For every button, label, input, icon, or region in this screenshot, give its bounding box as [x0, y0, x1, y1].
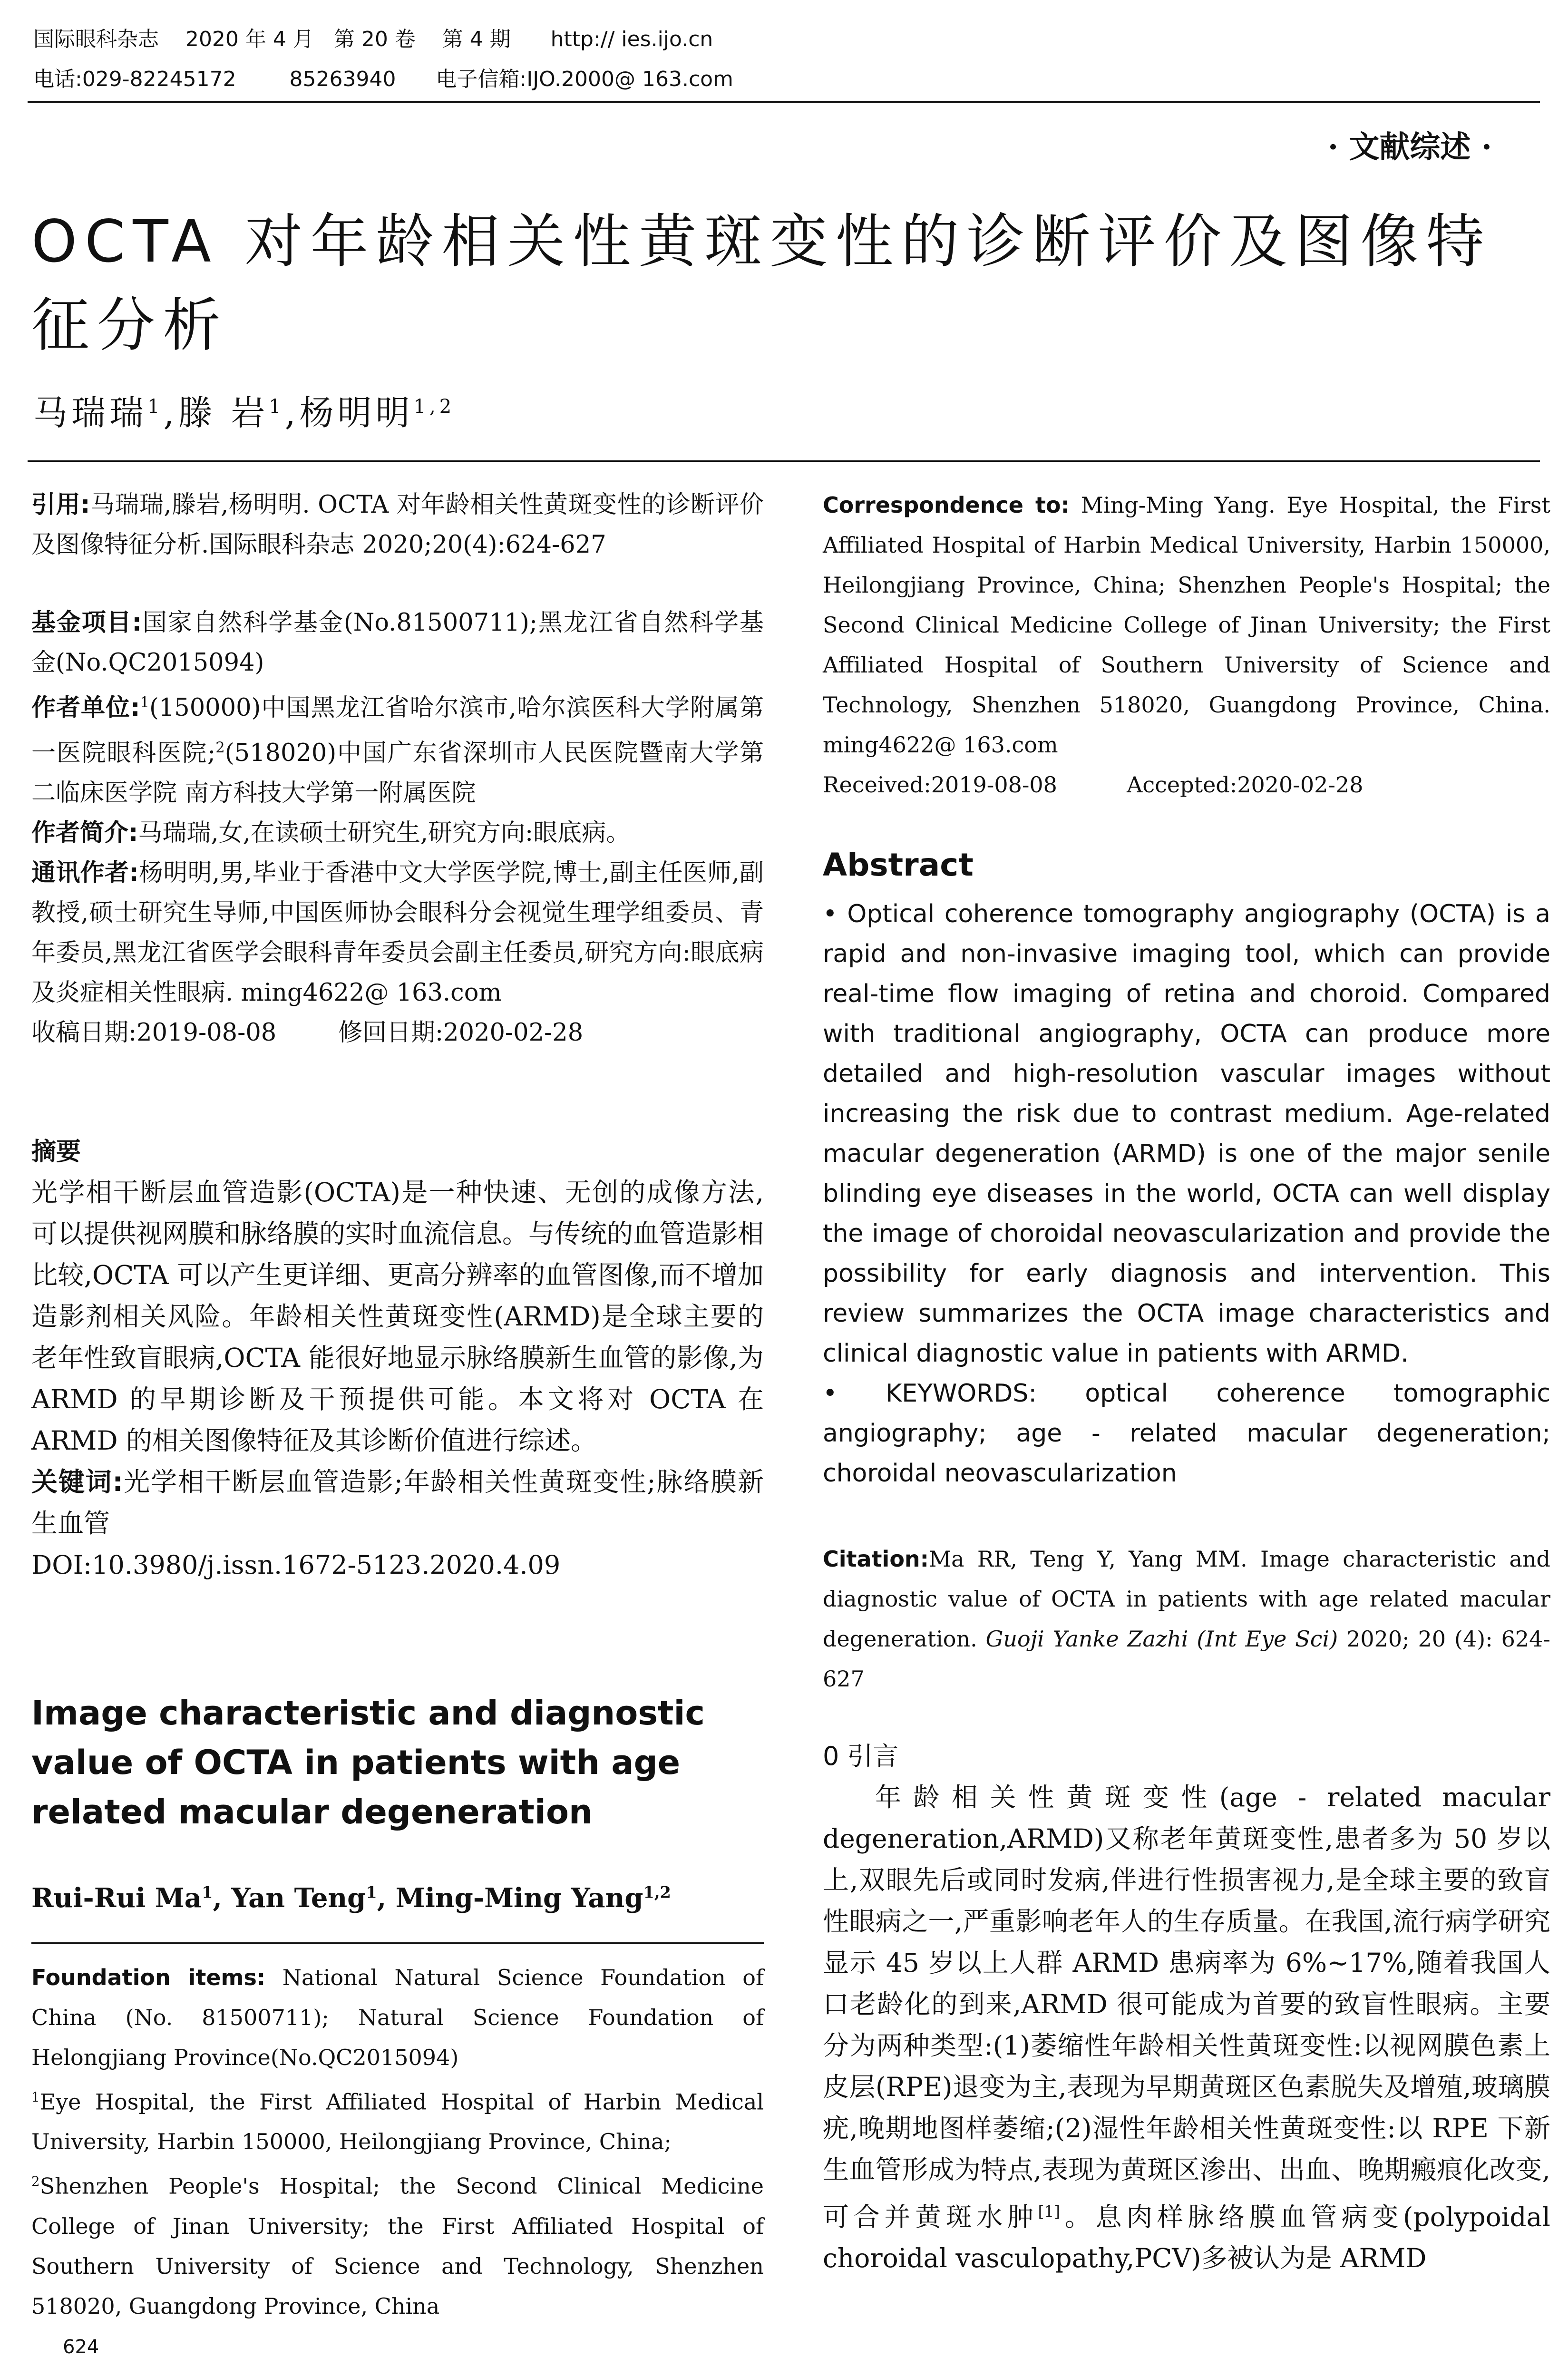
journal-header-line2: 电话:029-82245172 85263940 电子信箱:IJO.2000@ 163.com: [33, 67, 733, 91]
citation-cn-label: 引用:: [31, 491, 90, 519]
header-rule: [28, 101, 1540, 103]
section-tag: · 文献综述 ·: [1327, 129, 1492, 165]
foundation-cn: 基金项目:国家自然科学基金(No.81500711);黑龙江省自然科学基金(No.QC2015094): [31, 609, 764, 677]
authors-cn: [33, 385, 455, 435]
english-authors-rule: [31, 1942, 764, 1944]
citation-cn-text: 马瑞瑞,滕岩,杨明明. OCTA 对年龄相关性黄斑变性的诊断评价及图像特征分析.国际眼科杂志 2020;20(4):624-627: [31, 491, 764, 559]
keywords-cn: 关键词:光学相干断层血管造影;年龄相关性黄斑变性;脉络膜新生血管: [31, 1467, 764, 1539]
author-1: 马瑞瑞: [33, 393, 148, 433]
journal-header-line1: 国际眼科杂志 2020 年 4 月 第 20 卷 第 4 期 http:// ies.ijo.cn: [33, 27, 713, 51]
introduction: [823, 1736, 1550, 2279]
abstract-cn-block: [31, 1132, 764, 1586]
doi: DOI:10.3980/j.issn.1672-5123.2020.4.09: [31, 1550, 561, 1580]
title-rule: [28, 460, 1540, 462]
intro-heading: 0 引言: [823, 1741, 899, 1771]
author-1-affil: 1: [147, 396, 164, 418]
meta-cn-block: [31, 603, 764, 1053]
affiliation-en-1: $^1$Eye Hospital, the First Affiliated Hospital of Harbin Medical University, Harbin 150000, Heilongjiang Province, China;: [31, 2089, 764, 2155]
abstract-en-heading: Abstract: [823, 847, 974, 883]
abstract-cn-text: 光学相干断层血管造影(OCTA)是一种快速、无创的成像方法,可以提供视网膜和脉络膜的实时血流信息。与传统的血管造影相比较,OCTA 可以产生更详细、更高分辨率的血管图像,而不增加造影剂相关风险。年龄相关性黄斑变性(ARMD)是全球主要的老年性致盲眼病,OCTA 能很好地显示脉络膜新生血管的影像,为 ARMD 的早期诊断及干预提供可能。本文将对 OCTA 在 ARMD 的相关图像特征及其诊断价值进行综述。: [31, 1177, 764, 1456]
affiliation-cn: 作者单位:$^1$(150000)中国黑龙江省哈尔滨市,哈尔滨医科大学附属第一医院眼科医院;$^2$(518020)中国广东省深圳市人民医院暨南大学第二临床医学院 南方科技大学第一附属医院: [31, 694, 764, 807]
author-2-affil: 1: [269, 396, 285, 418]
article-title: OCTA 对年龄相关性黄斑变性的诊断评价及图像特征分析: [31, 208, 1492, 359]
affiliation-en-2: $^2$Shenzhen People's Hospital; the Second Clinical Medicine College of Jinan University; the First Affiliated Hospital of Southern University of Science and Technology, Shenzhen 518020, Guangdong Province, China: [31, 2173, 764, 2319]
correspondence-en: Correspondence to: Ming-Ming Yang. Eye Hospital, the First Affiliated Hospital of Harbin Medical University, Harbin 150000, Heilongjiang Province, China; Shenzhen People's Hospital; the Second Clinical Medicine College of Jinan University; the First Affiliated Hospital of Southern University of Science and Technology, Shenzhen 518020, Guangdong Province, China. ming4622@ 163.com Received:2019-08-08 Accepted:2020-02-28: [823, 485, 1550, 805]
abstract-en-block: [823, 894, 1550, 1493]
abstract-en-text: • Optical coherence tomography angiography (OCTA) is a rapid and non-invasive imaging tool, which can provide real-time flow imaging of retina and choroid. Compared with traditional angiography, OCTA can produce more detailed and high-resolution vascular images without increasing the risk due to contrast medium. Age-related macular degeneration (ARMD) is one of the major senile blinding eye diseases in the world, OCTA can well display the image of choroidal neovascularization and provide the possibility for early diagnosis and intervention. This review summarizes the OCTA image characteristics and clinical diagnostic value in patients with ARMD.: [823, 900, 1550, 1368]
intro-text: 年龄相关性黄斑变性(age - related macular degeneration,ARMD)又称老年黄斑变性,患者多为 50 岁以上,双眼先后或同时发病,伴进行性损害视力,是全球主要的致盲性眼病之一,严重影响老年人的生存质量。在我国,流行病学研究显示 45 岁以上人群 ARMD 患病率为 6%~17%,随着我国人口老龄化的到来,ARMD 很可能成为首要的致盲性眼病。主要分为两种类型:(1)萎缩性年龄相关性黄斑变性:以视网膜色素上皮层(RPE)退变为主,表现为早期黄斑区色素脱失及增殖,玻璃膜疣,晚期地图样萎缩;(2)湿性年龄相关性黄斑变性:以 RPE 下新生血管形成为特点,表现为黄斑区渗出、出血、晚期瘢痕化改变,可合并黄斑水肿[1]。息肉样脉络膜血管病变(polypoidal choroidal vasculopathy,PCV)多被认为是 ARMD: [823, 1782, 1550, 2274]
corresponding-author-cn: 通讯作者:杨明明,男,毕业于香港中文大学医学院,博士,副主任医师,副教授,硕士研究生导师,中国医师协会眼科分会视觉生理学组委员、青年委员,黑龙江省医学会眼科青年委员会副主任委员,研究方向:眼底病及炎症相关性眼病. ming4622@ 163.com: [31, 859, 764, 1007]
en-meta-block: [31, 1958, 764, 2326]
dates-cn: 收稿日期:2019-08-08 修回日期:2020-02-28: [31, 1019, 584, 1047]
abstract-cn-heading: 摘要: [31, 1138, 81, 1166]
page-number: 624: [63, 2336, 99, 2358]
author-3: ,杨明明: [284, 393, 414, 433]
author-2: ,滕 岩: [163, 393, 269, 433]
author-3-affil: 1,2: [413, 396, 456, 418]
citation-cn: [31, 485, 764, 565]
authors-en: Rui-Rui Ma$^1$, Yan Teng$^1$, Ming-Ming Yang$^{1,2}$: [31, 1882, 671, 1914]
keywords-en: • KEYWORDS: optical coherence tomographic angiography; age - related macular degeneration; choroidal neovascularization: [823, 1379, 1550, 1488]
dates-en: Received:2019-08-08 Accepted:2020-02-28: [823, 772, 1363, 798]
citation-en: Citation:Ma RR, Teng Y, Yang MM. Image characteristic and diagnostic value of OCTA in patients with age related macular degeneration. Guoji Yanke Zazhi (Int Eye Sci) 2020; 20 (4): 624-627: [823, 1546, 1550, 1692]
foundation-en: Foundation items: National Natural Science Foundation of China (No. 81500711); Natural Science Foundation of Helongjiang Province(No.QC2015094): [31, 1965, 764, 2070]
intro-reference: [1]: [1038, 2202, 1061, 2221]
author-bio-cn: 作者简介:马瑞瑞,女,在读硕士研究生,研究方向:眼底病。: [31, 819, 631, 847]
english-title: Image characteristic and diagnostic value of OCTA in patients with age related macular degeneration: [31, 1694, 705, 1831]
